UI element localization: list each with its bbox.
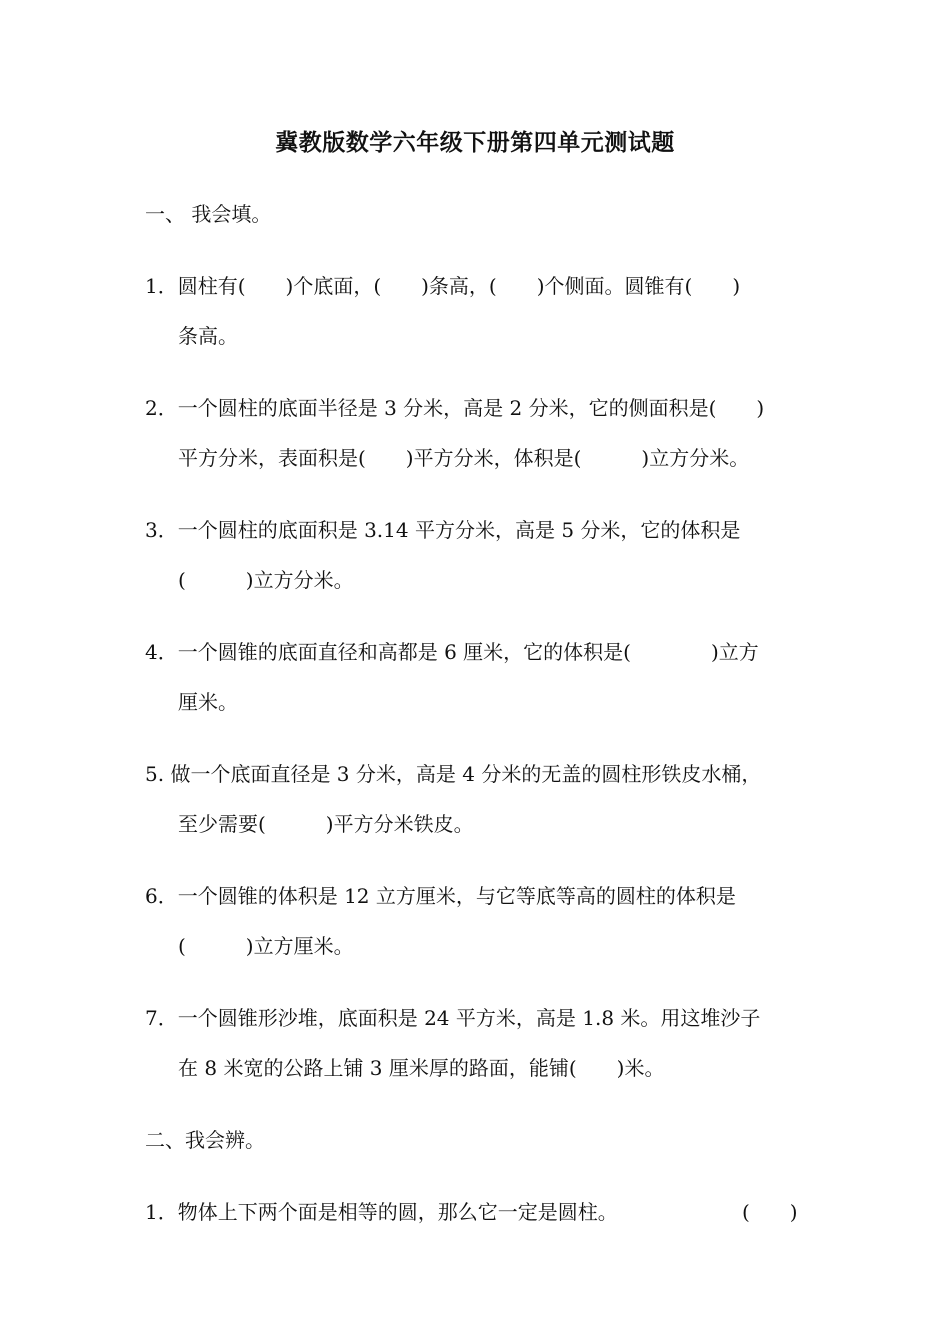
q5-line2: 至少需要( )平方分米铁皮。 <box>178 812 474 836</box>
q7-line2: 在 8 米宽的公路上铺 3 厘米厚的路面，能铺( )米。 <box>178 1056 665 1080</box>
section-1-heading: 一、 我会填。 <box>145 202 272 226</box>
q1-line1: 1．圆柱有( )个底面，( )条高，( )个侧面。圆锥有( ) <box>145 274 741 298</box>
q6-line1: 6．一个圆锥的体积是 12 立方厘米，与它等底等高的圆柱的体积是 <box>145 884 736 908</box>
q6-line2: ( )立方厘米。 <box>178 934 354 958</box>
q3-line1: 3．一个圆柱的底面积是 3.14 平方分米，高是 5 分米，它的体积是 <box>145 518 741 542</box>
judge-q1-answer-box[interactable]: ( ) <box>742 1200 798 1224</box>
section-2-heading: 二、我会辨。 <box>145 1128 265 1152</box>
page-title: 冀教版数学六年级下册第四单元测试题 <box>275 130 675 156</box>
q3-line2: ( )立方分米。 <box>178 568 354 592</box>
q7-line1: 7．一个圆锥形沙堆，底面积是 24 平方米，高是 1.8 米。用这堆沙子 <box>145 1006 761 1030</box>
judge-q1-text: 1．物体上下两个面是相等的圆，那么它一定是圆柱。 <box>145 1200 618 1224</box>
q4-line2: 厘米。 <box>178 690 238 714</box>
q2-line1: 2．一个圆柱的底面半径是 3 分米，高是 2 分米，它的侧面积是( ) <box>145 396 765 420</box>
q5-line1: 5. 做一个底面直径是 3 分米，高是 4 分米的无盖的圆柱形铁皮水桶， <box>145 762 762 786</box>
q1-line2: 条高。 <box>178 324 238 348</box>
q4-line1: 4．一个圆锥的底面直径和高都是 6 厘米，它的体积是( )立方 <box>145 640 759 664</box>
q2-line2: 平方分米，表面积是( )平方分米，体积是( )立方分米。 <box>178 446 750 470</box>
